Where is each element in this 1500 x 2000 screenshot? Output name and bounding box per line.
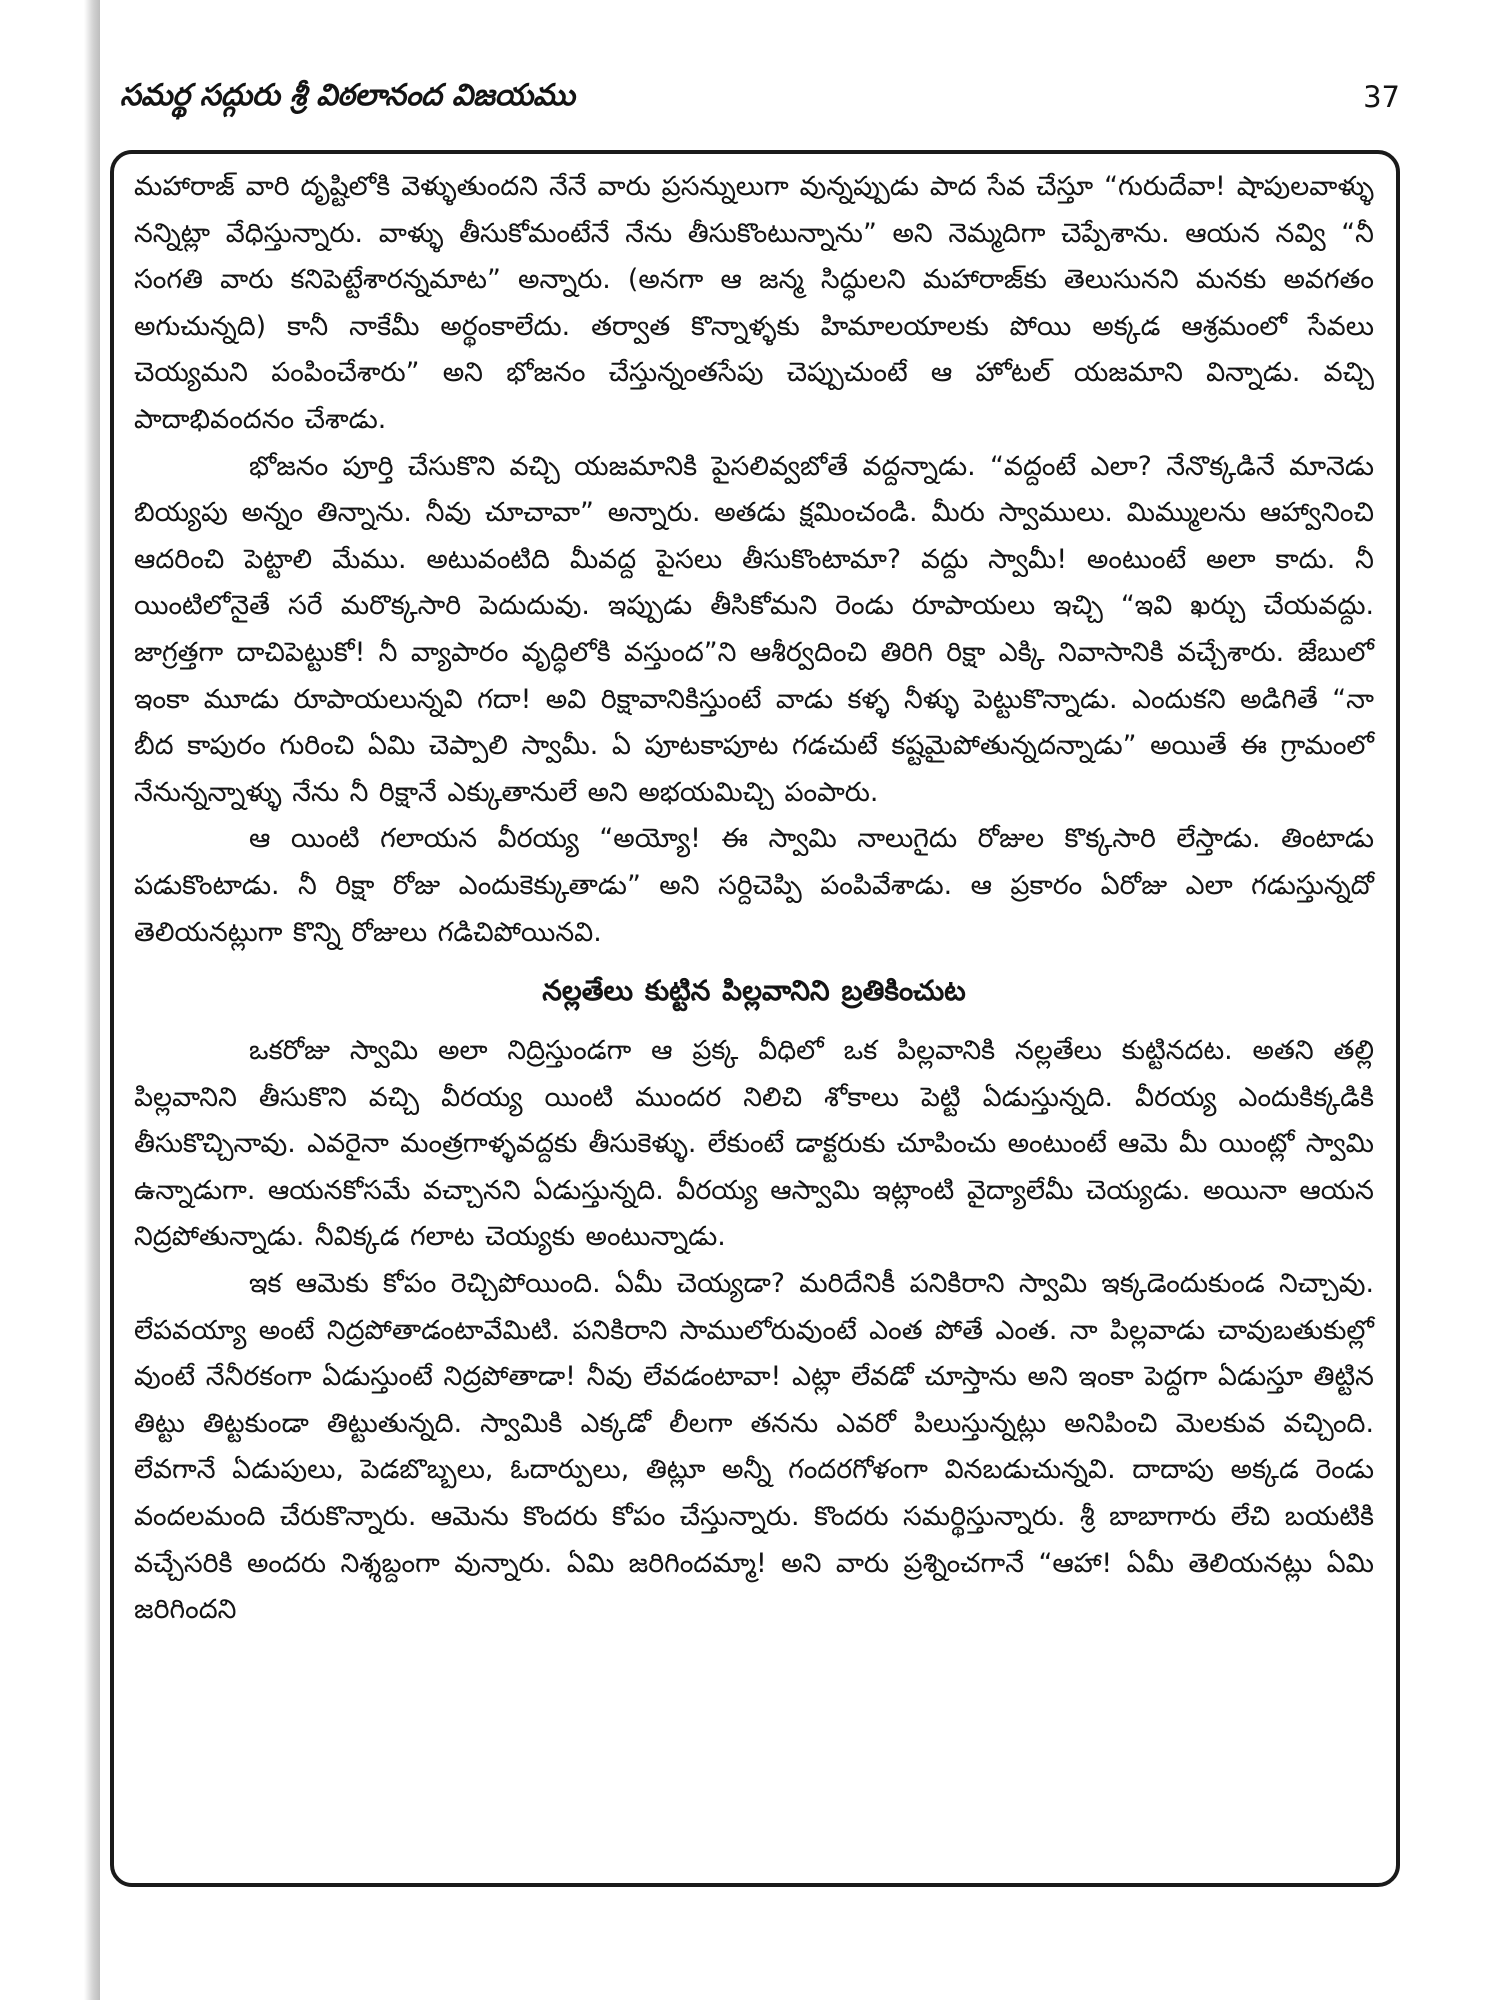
paragraph: ఒకరోజు స్వామి అలా నిద్రిస్తుండగా ఆ ప్రక్క వీధిలో ఒక పిల్లవానికి నల్లతేలు కుట్టినదట. అతని తల్లి పిల్లవానిని తీసుకొని వచ్చి వీరయ్య యింటి ముందర నిలిచి శోకాలు పెట్టి ఏడుస్తున్నది. వీరయ్య ఎందుకిక్కడికి తీసుకొచ్చినావు. ఎవరైనా మంత్రగాళ్ళవద్దకు తీసుకెళ్ళు. లేకుంటే డాక్టరుకు చూపించు అంటుంటే ఆమె మీ యింట్లో స్వామి ఉన్నాడుగా. ఆయనకోసమే వచ్చానని ఏడుస్తున్నది. వీరయ్య ఆస్వామి ఇట్లాంటి వైద్యాలేమీ చెయ్యడు. అయినా ఆయన నిద్రపోతున్నాడు. నీవిక్కడ గలాట చెయ్యకు అంటున్నాడు. bbox=[134, 1035, 1374, 1253]
page-binding-shadow bbox=[0, 0, 100, 2000]
page-number: 37 bbox=[1363, 80, 1400, 114]
section-heading: నల్లతేలు కుట్టిన పిల్లవానిని బ్రతికించుట bbox=[542, 974, 966, 1008]
text-frame bbox=[110, 150, 1400, 1887]
paragraph: ఇక ఆమెకు కోపం రెచ్చిపోయింది. ఏమీ చెయ్యడా? మరిదేనికీ పనికిరాని స్వామి ఇక్కడెందుకుండ నిచ్చావు. లేపవయ్యా అంటే నిద్రపోతాడంటావేమిటి. పనికిరాని సాములోరువుంటే ఎంత పోతే ఎంత. నా పిల్లవాడు చావుబతుకుల్లో వుంటే నేనీరకంగా ఏడుస్తుంటే నిద్రపోతాడా! నీవు లేవడంటావా! ఎట్లా లేవడో చూస్తాను అని ఇంకా పెద్దగా ఏడుస్తూ తిట్టిన తిట్టు తిట్టకుండా తిట్టుతున్నది. స్వామికి ఎక్కడో లీలగా తనను ఎవరో పిలుస్తున్నట్లు అనిపించి మెలకువ వచ్చింది. లేవగానే ఏడుపులు, పెడబొబ్బలు, ఓదార్పులు, తిట్లూ అన్నీ గందరగోళంగా వినబడుచున్నవి. దాదాపు అక్కడ రెండు వందలమంది చేరుకొన్నారు. ఆమెను కొందరు కోపం చేస్తున్నారు. కొందరు సమర్థిస్తున్నారు. శ్రీ బాబాగారు లేచి బయటికి వచ్చేసరికి అందరు నిశ్శబ్దంగా వున్నారు. ఏమి జరిగిందమ్మా! అని వారు ప్రశ్నించగానే “ఆహా! ఏమీ తెలియనట్లు ఏమి జరిగిందని bbox=[134, 1268, 1374, 1626]
body-text bbox=[134, 164, 1374, 1634]
paragraph: ఆ యింటి గలాయన వీరయ్య “అయ్యో! ఈ స్వామి నాలుగైదు రోజుల కొక్కసారి లేస్తాడు. తింటాడు పడుకొంటాడు. నీ రిక్షా రోజు ఎందుకెక్కుతాడు” అని సర్దిచెప్పి పంపివేశాడు. ఆ ప్రకారం ఏరోజు ఎలా గడుస్తున్నదో తెలియనట్లుగా కొన్ని రోజులు గడిచిపోయినవి. bbox=[134, 823, 1374, 948]
book-title: సమర్థ సద్గురు శ్రీ విఠలానంద విజయము bbox=[120, 78, 575, 113]
paragraph: మహారాజ్ వారి దృష్టిలోకి వెళ్ళుతుందని నేనే వారు ప్రసన్నులుగా వున్నప్పుడు పాద సేవ చేస్తూ “గురుదేవా! షాపులవాళ్ళు నన్నిట్లా వేధిస్తున్నారు. వాళ్ళు తీసుకోమంటేనే నేను తీసుకొంటున్నాను” అని నెమ్మదిగా చెప్పేశాను. ఆయన నవ్వి “నీ సంగతి వారు కనిపెట్టేశారన్నమాట” అన్నారు. (అనగా ఆ జన్మ సిద్ధులని మహారాజ్‌కు తెలుసునని మనకు అవగతం అగుచున్నది) కానీ నాకేమీ అర్థంకాలేదు. తర్వాత కొన్నాళ్ళకు హిమాలయాలకు పోయి అక్కడ ఆశ్రమంలో సేవలు చెయ్యమని పంపించేశారు” అని భోజనం చేస్తున్నంతసేపు చెప్పుచుంటే ఆ హోటల్ యజమాని విన్నాడు. వచ్చి పాదాభివందనం చేశాడు. bbox=[134, 171, 1374, 435]
page-header bbox=[120, 78, 1400, 128]
paragraph: భోజనం పూర్తి చేసుకొని వచ్చి యజమానికి పైసలివ్వబోతే వద్దన్నాడు. “వద్దంటే ఎలా? నేనొక్కడినే మానెడు బియ్యపు అన్నం తిన్నాను. నీవు చూచావా” అన్నారు. అతడు క్షమించండి. మీరు స్వాములు. మిమ్ములను ఆహ్వానించి ఆదరించి పెట్టాలి మేము. అటువంటిది మీవద్ద పైసలు తీసుకొంటామా? వద్దు స్వామీ! అంటుంటే అలా కాదు. నీ యింటిలోనైతే సరే మరొక్కసారి పెదుదువు. ఇప్పుడు తీసికోమని రెండు రూపాయలు ఇచ్చి “ఇవి ఖర్చు చేయవద్దు. జాగ్రత్తగా దాచిపెట్టుకో! నీ వ్యాపారం వృద్ధిలోకి వస్తుంద”ని ఆశీర్వదించి తిరిగి రిక్షా ఎక్కి నివాసానికి వచ్చేశారు. జేబులో ఇంకా మూడు రూపాయలున్నవి గదా! అవి రిక్షావానికిస్తుంటే వాడు కళ్ళ నీళ్ళు పెట్టుకొన్నాడు. ఎందుకని అడిగితే “నా బీద కాపురం గురించి ఏమి చెప్పాలి స్వామీ. ఏ పూటకాపూట గడచుటే కష్టమైపోతున్నదన్నాడు” అయితే ఈ గ్రామంలో నేనున్నన్నాళ్ళు నేను నీ రిక్షానే ఎక్కుతానులే అని అభయమిచ్చి పంపారు. bbox=[134, 450, 1374, 808]
